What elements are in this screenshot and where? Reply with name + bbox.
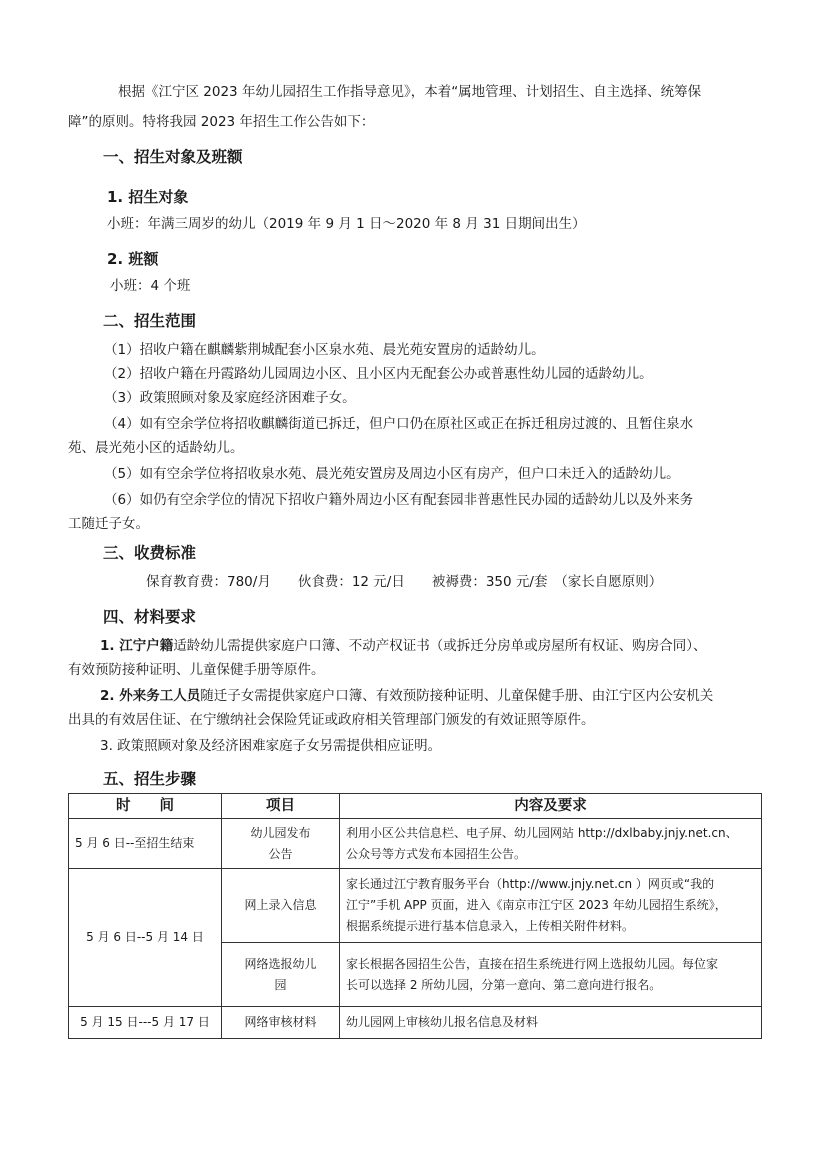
table-row (69, 819, 762, 869)
row-1-content (340, 819, 762, 869)
row-3-item-line-2: 园 (274, 977, 287, 992)
section-1-title: 一、招生对象及班额 (103, 148, 243, 166)
material-item-1-line-2: 有效预防接种证明、儿童保健手册等原件。 (68, 662, 325, 678)
scope-item-4-line-2: 苑、晨光苑小区的适龄幼儿。 (68, 440, 244, 456)
header-item: 项目 (222, 794, 340, 819)
scope-item-6-line-1: （6）如仍有空余学位的情况下招收户籍外周边小区有配套园非普惠性民办园的适龄幼儿以及外来务 (104, 492, 694, 508)
section-1-sub-1-text: 小班：年满三周岁的幼儿（2019 年 9 月 1 日～2020 年 8 月 31 日期间出生） (107, 216, 586, 232)
material-item-2-text: 随迁子女需提供家庭户口簿、有效预防接种证明、儿童保健手册、由江宁区内公安机关 (200, 688, 714, 704)
scope-item-1: （1）招收户籍在麒麟紫荆城配套小区泉水苑、晨光苑安置房的适龄幼儿。 (104, 342, 545, 358)
row-2-item: 网上录入信息 (222, 869, 340, 943)
intro-line-2: 障”的原则。特将我园 2023 年招生工作公告如下： (68, 114, 375, 130)
header-time: 时 间 (69, 794, 222, 819)
fee-line: 保育教育费：780/月 伙食费：12 元/日 被褥费：350 元/套 （家长自愿原则） (146, 574, 663, 590)
material-item-2-label: 2. 外来务工人员 (100, 688, 201, 704)
row-2-content (340, 869, 762, 943)
row-4-time: 5 月 15 日---5 月 17 日 (69, 1007, 222, 1039)
material-item-3: 3. 政策照顾对象及经济困难家庭子女另需提供相应证明。 (100, 738, 442, 754)
row-3-item-line-1: 网络选报幼儿 (244, 956, 317, 971)
table-row (69, 869, 762, 943)
row-2-time: 5 月 6 日--5 月 14 日 (69, 869, 222, 1007)
intro-line-1: 根据《江宁区 2023 年幼儿园招生工作指导意见》，本着“属地管理、计划招生、自主选择、统筹保 (118, 84, 702, 100)
section-1-sub-1-title: 1. 招生对象 (107, 188, 189, 206)
material-item-1-line-1 (100, 636, 706, 656)
material-item-2-line-1 (100, 686, 713, 706)
section-3-title: 三、收费标准 (103, 544, 197, 562)
row-3-content (340, 943, 762, 1007)
row-2-content-line-2: 江宁”手机 APP 页面，进入《南京市江宁区 2023 年幼儿园招生系统》， (346, 898, 727, 912)
row-4-content: 幼儿园网上审核幼儿报名信息及材料 (340, 1007, 762, 1039)
section-1-sub-2-title: 2. 班额 (107, 250, 159, 268)
row-2-content-line-1: 家长通过江宁教育服务平台（http://www.jnjy.net.cn ）网页或“我的 (346, 877, 715, 891)
row-3-content-line-2: 长可以选择 2 所幼儿园，分第一意向、第二意向进行报名。 (346, 977, 662, 992)
row-1-content-line-2: 公众号等方式发布本园招生公告。 (346, 846, 527, 861)
section-5-title: 五、招生步骤 (103, 770, 197, 788)
scope-item-3: （3）政策照顾对象及家庭经济困难子女。 (104, 390, 356, 406)
scope-item-6-line-2: 工随迁子女。 (68, 516, 149, 532)
row-1-item (222, 819, 340, 869)
header-content: 内容及要求 (340, 794, 762, 819)
table-header-row (69, 794, 762, 819)
scope-item-5: （5）如有空余学位将招收泉水苑、晨光苑安置房及周边小区有房产，但户口未迁入的适龄幼儿。 (104, 466, 680, 482)
row-3-content-line-1: 家长根据各园招生公告，直接在招生系统进行网上选报幼儿园。每位家 (346, 956, 719, 971)
row-4-item: 网络审核材料 (222, 1007, 340, 1039)
material-item-2-line-2: 出具的有效居住证、在宁缴纳社会保险凭证或政府相关管理部门颁发的有效证照等原件。 (68, 712, 595, 728)
section-2-title: 二、招生范围 (103, 312, 197, 330)
row-3-item (222, 943, 340, 1007)
material-item-1-label: 1. 江宁户籍 (100, 638, 174, 654)
row-1-item-line-1: 幼儿园发布 (250, 825, 311, 840)
table-row (69, 1007, 762, 1039)
enrollment-steps-table (68, 793, 762, 1039)
row-2-content-line-3: 根据系统提示进行基本信息录入，上传相关附件材料。 (346, 919, 635, 933)
section-4-title: 四、材料要求 (103, 608, 197, 626)
section-1-sub-2-text: 小班：4 个班 (110, 278, 191, 294)
material-item-1-text: 适龄幼儿需提供家庭户口簿、不动产权证书（或拆迁分房单或房屋所有权证、购房合同）、 (173, 638, 707, 654)
row-1-item-line-2: 公告 (268, 846, 293, 861)
scope-item-4-line-1: （4）如有空余学位将招收麒麟街道已拆迁，但户口仍在原社区或正在拆迁租房过渡的、且暂住泉水 (104, 416, 694, 432)
scope-item-2: （2）招收户籍在丹霞路幼儿园周边小区、且小区内无配套公办或普惠性幼儿园的适龄幼儿。 (104, 366, 653, 382)
row-1-content-line-1: 利用小区公共信息栏、电子屏、幼儿园网站 http://dxlbaby.jnjy.net.cn、 (346, 825, 738, 840)
row-1-time: 5 月 6 日--至招生结束 (69, 819, 222, 869)
